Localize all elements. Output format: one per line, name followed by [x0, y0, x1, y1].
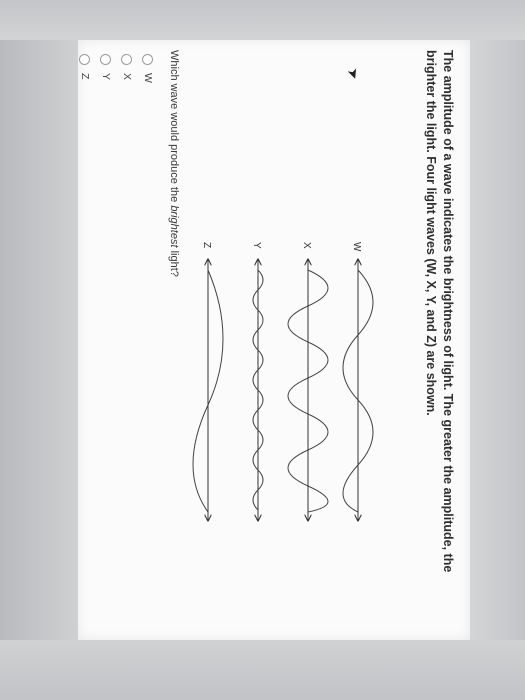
- monitor-bezel-right: [470, 40, 525, 640]
- screen: [78, 40, 470, 640]
- monitor-bezel-bottom: [0, 640, 525, 700]
- radio-button-icon[interactable]: [101, 54, 112, 65]
- option-label: X: [121, 73, 133, 81]
- question-text: The amplitude of a wave indicates the brightness of light. The greater the amplitude, the brighter the light. Four light waves (W, X, Y, and Z) are shown.: [424, 50, 455, 573]
- question-page: [78, 40, 470, 640]
- wave-w: [343, 242, 373, 520]
- wave-x: [288, 242, 328, 520]
- wave-z: [193, 242, 223, 520]
- mouse-pointer-icon: ➤: [344, 65, 364, 82]
- radio-button-icon[interactable]: [143, 54, 154, 65]
- radio-button-icon[interactable]: [122, 54, 133, 65]
- option-x[interactable]: [117, 54, 137, 83]
- option-w[interactable]: [138, 54, 158, 83]
- monitor-bezel-left: [0, 40, 78, 640]
- answer-options: [74, 54, 158, 83]
- option-label: Z: [79, 73, 91, 80]
- wave-label-x: X: [301, 242, 312, 249]
- radio-button-icon[interactable]: [80, 54, 91, 65]
- wave-label-z: Z: [201, 242, 212, 249]
- option-z[interactable]: [75, 54, 95, 83]
- wave-diagram: [168, 190, 388, 530]
- wave-label-w: W: [351, 242, 362, 252]
- wave-y: [251, 242, 263, 520]
- monitor-bezel-top: [0, 0, 525, 40]
- option-label: Y: [100, 73, 112, 81]
- option-label: W: [142, 73, 154, 83]
- prompt-text: Which wave would produce the brightest light?: [168, 50, 180, 277]
- wave-label-y: Y: [251, 242, 262, 249]
- option-y[interactable]: [96, 54, 116, 83]
